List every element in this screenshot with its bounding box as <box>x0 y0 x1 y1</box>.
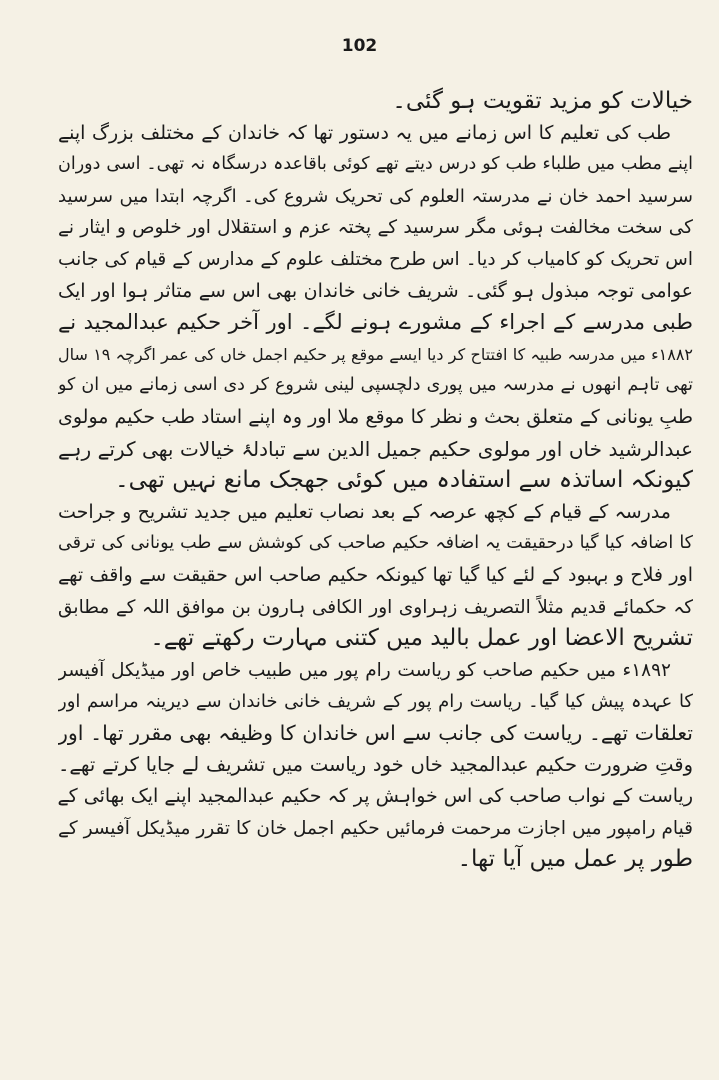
text-line: سرسید احمد خان نے مدرستہ العلوم کی تحریک شروع کی۔ اگرچہ ابتدا میں سرسید <box>58 185 693 207</box>
paragraph <box>58 118 693 497</box>
text-line: خیالات کو مزید تقویت ہو گئی۔ <box>392 88 693 114</box>
text-line: عوامی توجہ مبذول ہو گئی۔ شریف خانی خاندان بھی اس سے متاثر ہوا اور ایک <box>58 279 693 302</box>
text-line: عبدالرشید خاں اور مولوی حکیم جمیل الدین سے تبادلۂ خیالات بھی کرتے رہے <box>58 436 693 461</box>
text-line: طور پر عمل میں آیا تھا۔ <box>457 846 693 873</box>
page-text <box>58 86 693 876</box>
text-line: طب کی تعلیم کا اس زمانے میں یہ دستور تھا کہ خاندان کے مختلف بزرگ اپنے <box>58 121 671 144</box>
text-line: ریاست کے نواب صاحب کی اس خواہش پر کہ حکیم عبدالمجید اپنے ایک بھائی کے <box>58 785 693 808</box>
text-line: تھی تاہم انھوں نے مدرسہ میں پوری دلچسپی لینی شروع کر دی اسی زمانے میں ان کو <box>58 375 693 396</box>
text-line: طبی مدرسے کے اجراء کے مشورے ہونے لگے۔ اور آخر حکیم عبدالمجید نے <box>58 310 693 335</box>
text-line: اپنے مطب میں طلباء طب کو درس دیتے تھے کوئی باقاعدہ درسگاہ نہ تھی۔ اسی دوران <box>58 154 693 175</box>
text-line: قیام رامپور میں اجازت مرحمت فرمائیں حکیم اجمل خان کا تقرر میڈیکل آفیسر کے <box>58 817 693 839</box>
text-line: وقتِ ضرورت حکیم عبدالمجید خاں خود ریاست میں تشریف لے جایا کرتے تھے۔ <box>58 753 693 777</box>
page-number: 102 <box>341 36 378 56</box>
text-line: کا اضافہ کیا گیا درحقیقت یہ اضافہ حکیم صاحب کی کوشش سے طب یونانی کی ترقی <box>58 533 693 554</box>
text-line: طبِ یونانی کے متعلق بحث و نظر کا موقع ملا اور وہ اپنے استاد طب حکیم مولوی <box>58 405 693 428</box>
paragraph <box>58 655 693 876</box>
text-line: کہ حکمائے قدیم مثلاً التصریف زہراوی اور الکافی ہارون بن موافق اللہ کے مطابق <box>58 596 693 618</box>
text-line: ۱۸۹۲ء میں حکیم صاحب کو ریاست رام پور میں طبیب خاص اور میڈیکل آفیسر <box>58 659 671 681</box>
paragraph <box>58 86 693 118</box>
text-line: ۱۸۸۲ء میں مدرسہ طبیہ کا افتتاح کر دیا ایسے موقع پر حکیم اجمل خاں کی عمر اگرچہ ۱۹ سال <box>58 344 693 364</box>
text-line: کیونکہ اساتذہ سے استفادہ میں کوئی جھجک مانع نہیں تھی۔ <box>115 467 693 494</box>
text-line: تعلقات تھے۔ ریاست کی جانب سے اس خاندان کا وظیفہ بھی مقرر تھا۔ اور <box>58 720 693 745</box>
text-line: کا عہدہ پیش کیا گیا۔ ریاست رام پور کے شریف خانی خاندان سے دیرینہ مراسم اور <box>58 691 693 713</box>
text-line: مدرسہ کے قیام کے کچھ عرصہ کے بعد نصاب تعلیم میں جدید تشریح و جراحت <box>58 500 671 523</box>
paragraph <box>58 497 693 655</box>
text-line: اور فلاح و بہبود کے لئے کیا گیا تھا کیونکہ حکیم صاحب اس حقیقت سے واقف تھے <box>58 563 693 586</box>
text-line: اس تحریک کو کامیاب کر دیا۔ اس طرح مختلف علوم کے مدارس کے قیام کی جانب <box>58 248 693 270</box>
text-line: کی سخت مخالفت ہوئی مگر سرسید کے پختہ عزم و استقلال اور خلوص و ایثار نے <box>58 217 693 239</box>
text-line: تشریح الاعضا اور عمل بالید میں کتنی مہارت رکھتے تھے۔ <box>150 625 693 652</box>
